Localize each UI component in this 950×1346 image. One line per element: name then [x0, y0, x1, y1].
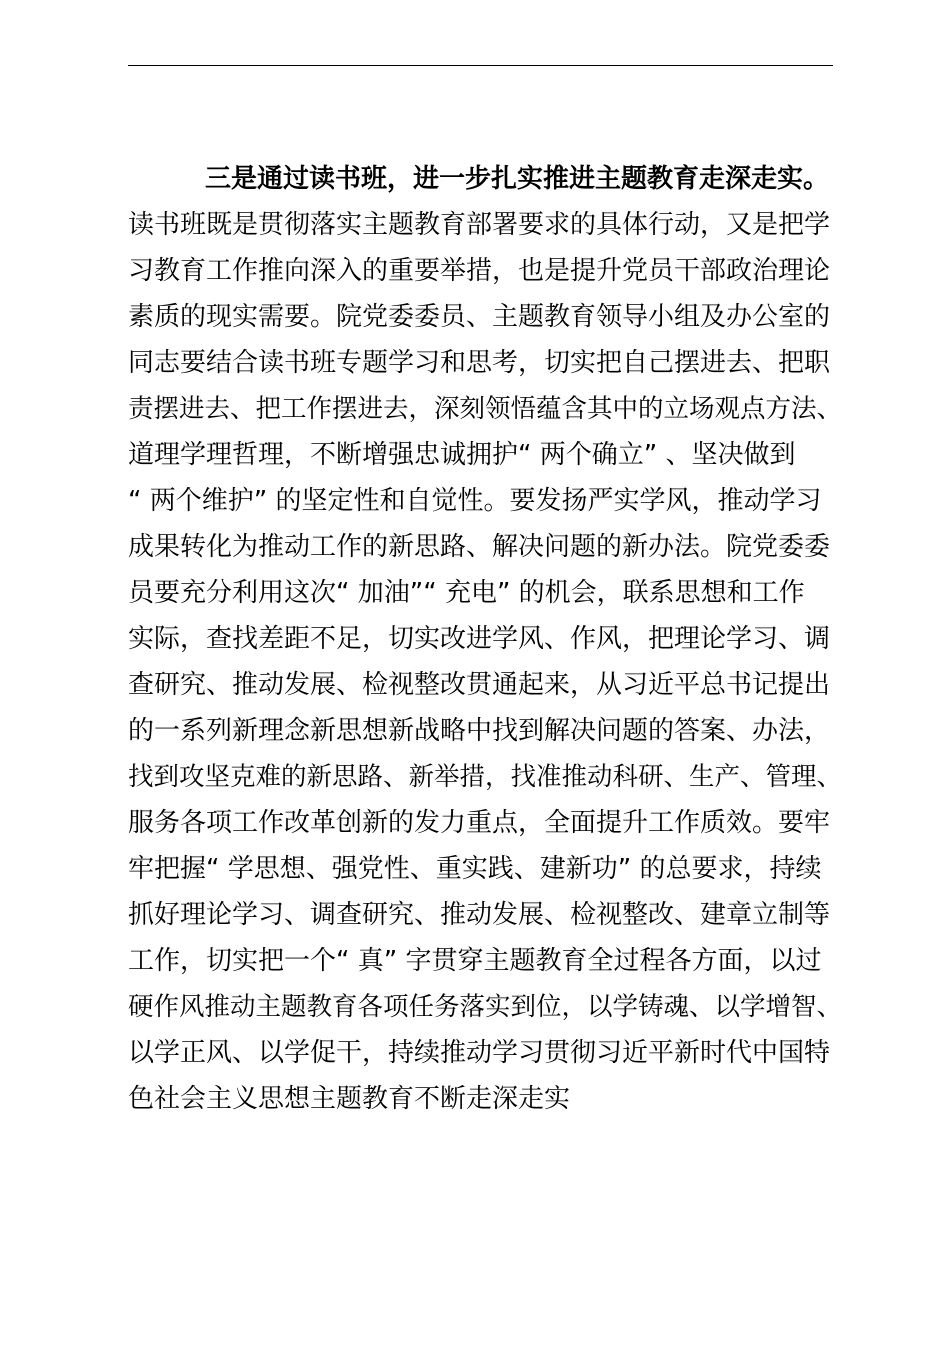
paragraph-line: 习教育工作推向深入的重要举措，也是提升党员干部政治理论 [128, 256, 831, 286]
paragraph-line: 成果转化为推动工作的新思路、解决问题的新办法。院党委委 [128, 532, 831, 562]
paragraph-line: 牢把握“ 学思想、强党性、重实践、建新功” 的总要求，持续 [128, 854, 822, 884]
paragraph-line: 抓好理论学习、调查研究、推动发展、检视整改、建章立制等 [128, 900, 831, 930]
section-heading: 三是通过读书班，进一步扎实推进主题教育走深走实。 [205, 164, 830, 194]
paragraph-line: 素质的现实需要。院党委委员、主题教育领导小组及办公室的 [128, 302, 831, 332]
paragraph-line: 责摆进去、把工作摆进去，深刻领悟蕴含其中的立场观点方法、 [128, 394, 843, 424]
paragraph-line: 同志要结合读书班专题学习和思考，切实把自己摆进去、把职 [128, 348, 831, 378]
paragraph-line: 查研究、推动发展、检视整改贯通起来，从习近平总书记提出 [128, 670, 831, 700]
paragraph-line: 的一系列新理念新思想新战略中找到解决问题的答案、办法， [128, 716, 831, 746]
paragraph-line: 以学正风、以学促干，持续推动学习贯彻习近平新时代中国特 [128, 1038, 831, 1068]
paragraph-line: “ 两个维护” 的坚定性和自觉性。要发扬严实学风，推动学习 [128, 486, 822, 516]
paragraph-line: 读书班既是贯彻落实主题教育部署要求的具体行动，又是把学 [128, 210, 831, 240]
paragraph-line: 员要充分利用这次“ 加油”“ 充电” 的机会，联系思想和工作 [128, 578, 805, 608]
paragraph-line: 实际，查找差距不足，切实改进学风、作风，把理论学习、调 [128, 624, 831, 654]
paragraph-line: 工作，切实把一个“ 真” 字贯穿主题教育全过程各方面，以过 [128, 946, 822, 976]
paragraph-line: 硬作风推动主题教育各项任务落实到位，以学铸魂、以学增智、 [128, 992, 843, 1022]
paragraph-line: 色社会主义思想主题教育不断走深走实 [128, 1084, 571, 1114]
header-rule [128, 65, 833, 66]
document-body [128, 156, 850, 1122]
paragraph-line: 找到攻坚克难的新思路、新举措，找准推动科研、生产、管理、 [128, 762, 843, 792]
paragraph-line: 服务各项工作改革创新的发力重点，全面提升工作质效。要牢 [128, 808, 831, 838]
paragraph-line: 道理学理哲理，不断增强忠诚拥护“ 两个确立” 、坚决做到 [128, 440, 796, 470]
